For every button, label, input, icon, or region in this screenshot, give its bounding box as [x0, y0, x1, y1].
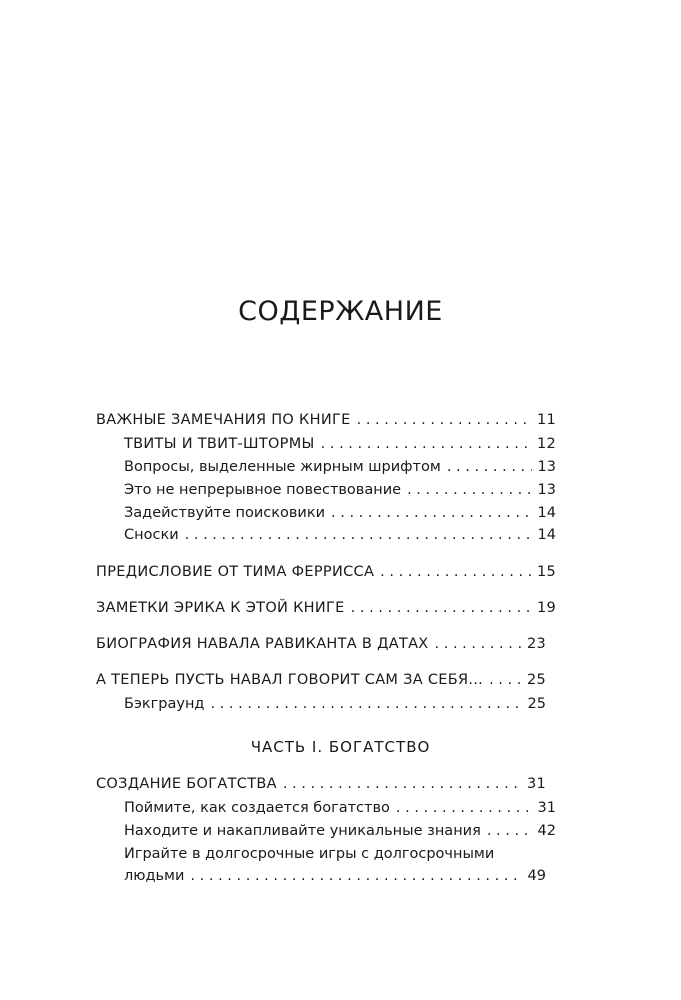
toc-entry-label: БИОГРАФИЯ НАВАЛА РАВИКАНТА В ДАТАХ [96, 636, 429, 652]
toc-entry[interactable] [124, 694, 556, 714]
toc-entry-page: 25 [526, 672, 546, 688]
toc-entry-page: 11 [536, 412, 556, 428]
leader-dots [357, 410, 531, 430]
toc-entry[interactable] [96, 634, 556, 654]
leader-dots [407, 480, 531, 500]
toc-entry-label: Задействуйте поисковики [124, 505, 326, 521]
toc-entry-label: Находите и накапливайте уникальные знания [124, 823, 481, 839]
toc-entry-page: 42 [537, 823, 556, 839]
toc-entry-label: Сноски [124, 527, 179, 543]
toc-entry[interactable] [96, 598, 556, 618]
leader-dots [351, 598, 531, 618]
toc-entry[interactable] [96, 774, 556, 794]
leader-dots [321, 434, 531, 454]
toc-entry-label: ЗАМЕТКИ ЭРИКА К ЭТОЙ КНИГЕ [96, 600, 345, 616]
leader-dots [190, 866, 521, 886]
toc-entry[interactable] [124, 434, 556, 454]
toc-entry[interactable] [124, 457, 556, 477]
leader-dots [487, 821, 532, 841]
toc-entry-label: ВАЖНЫЕ ЗАМЕЧАНИЯ ПО КНИГЕ [96, 412, 351, 428]
toc-entry[interactable] [96, 410, 556, 430]
toc-entry-label: ПРЕДИСЛОВИЕ ОТ ТИМА ФЕРРИССА [96, 564, 375, 580]
leader-dots [380, 562, 531, 582]
toc-entry[interactable] [124, 821, 556, 841]
toc-entry-page: 12 [536, 436, 556, 452]
leader-dots [185, 525, 532, 545]
toc-entry[interactable] [124, 798, 556, 818]
leader-dots [435, 634, 521, 654]
toc-entry-page: 13 [537, 459, 556, 475]
toc-entry-page: 49 [527, 868, 546, 884]
toc-entry-page: 31 [526, 776, 546, 792]
toc-entry-page: 23 [526, 636, 546, 652]
leader-dots [489, 670, 521, 690]
toc-entry-label-line[interactable]: Играйте в долгосрочные игры с долгосрочными [124, 846, 495, 862]
toc-entry-label: людьми [124, 868, 185, 884]
toc-entry-label: ТВИТЫ И ТВИТ-ШТОРМЫ [124, 436, 315, 452]
toc-entry-page: 19 [536, 600, 556, 616]
toc-entry[interactable] [96, 562, 556, 582]
toc-entry[interactable] [124, 525, 556, 545]
toc-entry-label: Поймите, как создается богатство [124, 800, 390, 816]
toc-entry-page: 25 [527, 696, 546, 712]
toc-entry-label: Вопросы, выделенные жирным шрифтом [124, 459, 441, 475]
toc-entry-label: Бэкграунд [124, 696, 205, 712]
toc-entry[interactable] [124, 480, 556, 500]
table-of-contents [96, 0, 556, 1000]
toc-entry-label: А ТЕПЕРЬ ПУСТЬ НАВАЛ ГОВОРИТ САМ ЗА СЕБЯ... [96, 672, 484, 688]
toc-entry-label: Это не непрерывное повествование [124, 482, 402, 498]
leader-dots [396, 798, 532, 818]
toc-entry[interactable] [96, 670, 556, 690]
page-title: СОДЕРЖАНИЕ [238, 296, 443, 327]
toc-entry-page: 13 [537, 482, 556, 498]
leader-dots [331, 503, 532, 523]
leader-dots [447, 457, 532, 477]
toc-entry-page: 31 [537, 800, 556, 816]
toc-entry-page: 14 [537, 527, 556, 543]
leader-dots [210, 694, 521, 714]
leader-dots [283, 774, 521, 794]
toc-entry[interactable] [124, 503, 556, 523]
toc-entry-page: 15 [536, 564, 556, 580]
toc-entry-page: 14 [537, 505, 556, 521]
toc-entry-label: СОЗДАНИЕ БОГАТСТВА [96, 776, 277, 792]
part-title: ЧАСТЬ I. БОГАТСТВО [250, 738, 431, 756]
toc-entry[interactable] [124, 866, 556, 886]
